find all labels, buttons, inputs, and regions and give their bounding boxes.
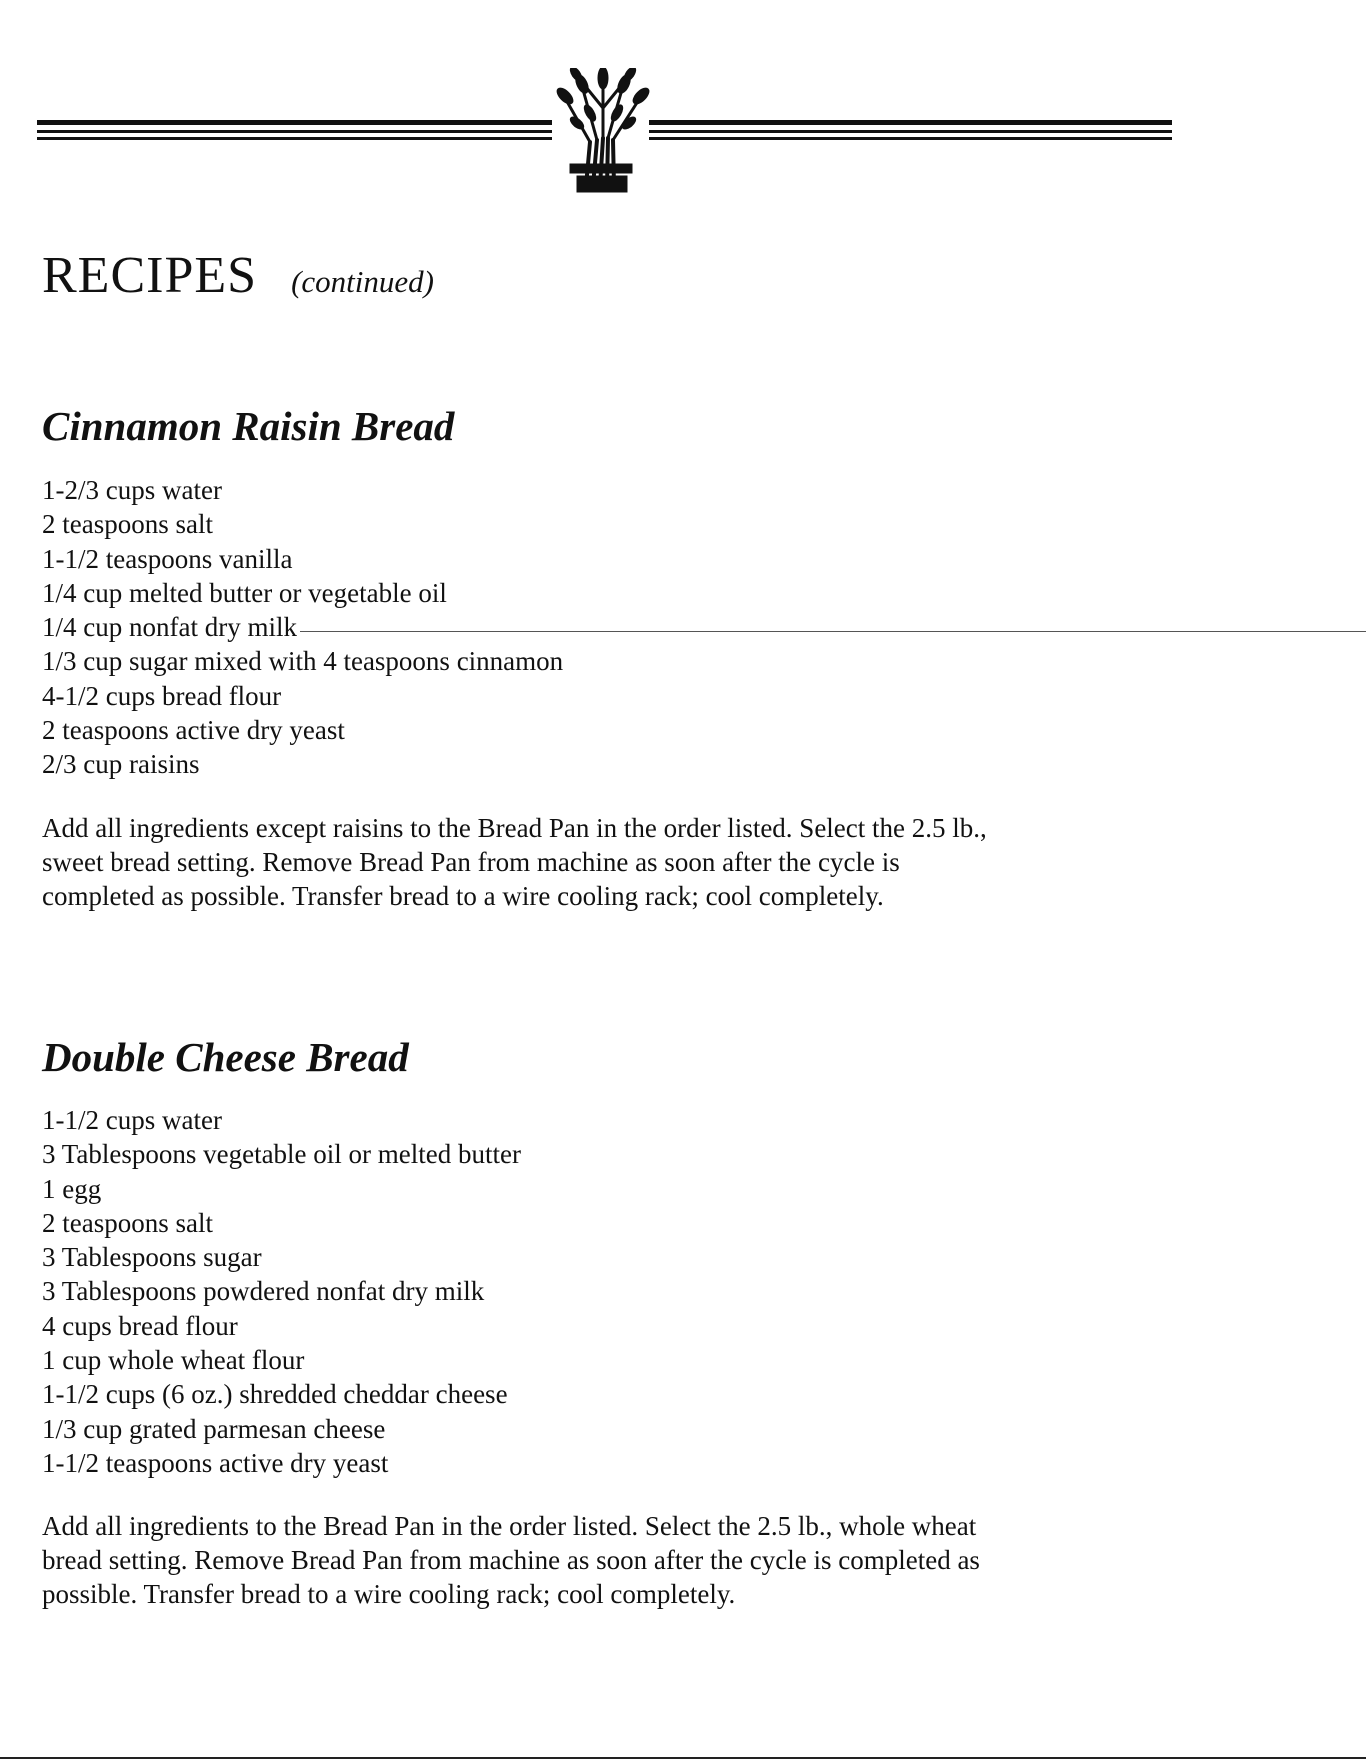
ingredient-item: 2/3 cup raisins <box>42 749 200 780</box>
ingredient-item: 1-1/2 cups water <box>42 1105 222 1135</box>
recipe-title: Double Cheese Bread <box>42 1034 409 1080</box>
ingredient-item: 1-1/2 cups (6 oz.) shredded cheddar cheese <box>42 1379 508 1410</box>
ingredient-item: 1/4 cup nonfat dry milk <box>42 612 297 643</box>
ingredient-item: 3 Tablespoons vegetable oil or melted butter <box>42 1139 521 1170</box>
ingredient-item: 1-1/2 teaspoons active dry yeast <box>42 1447 389 1478</box>
header-rule-right <box>649 120 1172 140</box>
page-subtitle: (continued) <box>291 264 434 299</box>
ingredient-item: 3 Tablespoons sugar <box>42 1242 262 1273</box>
ingredient-item: 1-1/2 teaspoons vanilla <box>42 543 293 574</box>
scan-line-divider <box>300 631 1366 632</box>
recipe-double-cheese-bread <box>42 1034 1042 1611</box>
ingredient-list <box>42 1103 1042 1480</box>
ingredient-item: 1/3 cup sugar mixed with 4 teaspoons cinnamon <box>42 646 564 677</box>
ingredient-item: 4-1/2 cups bread flour <box>42 680 282 711</box>
page-title-row <box>42 246 434 305</box>
ingredient-item: 1 egg <box>42 1173 102 1204</box>
recipe-instructions: Add all ingredients except raisins to the Bread Pan in the order listed. Select the 2.5 lb., sweet bread setting. Remove Bread Pan from machine as soon after the cycle is completed as possible. Transfer bread to a wire cooling rack; cool completely. <box>42 812 987 911</box>
ingredient-item: 1/4 cup melted butter or vegetable oil <box>42 577 447 608</box>
recipe-title: Cinnamon Raisin Bread <box>42 403 455 449</box>
ingredient-item: 3 Tablespoons powdered nonfat dry milk <box>42 1276 485 1307</box>
ingredient-item: 2 teaspoons salt <box>42 1207 213 1238</box>
recipe-cinnamon-raisin-bread <box>42 403 1042 913</box>
wheat-sheaf-icon <box>554 68 651 192</box>
header-wheat-rule <box>37 68 1172 198</box>
ingredient-item: 1-2/3 cups water <box>42 475 222 505</box>
ingredient-item: 1 cup whole wheat flour <box>42 1345 305 1376</box>
ingredient-item: 2 teaspoons salt <box>42 509 213 540</box>
ingredient-list <box>42 473 1042 782</box>
ingredient-item: 4 cups bread flour <box>42 1310 238 1341</box>
page-title: RECIPES <box>42 247 258 304</box>
recipe-instructions: Add all ingredients to the Bread Pan in the order listed. Select the 2.5 lb., whole wheat bread setting. Remove Bread Pan from machine as soon after the cycle is completed as possible. Transfer bread to a wire cooling rack; cool completely. <box>42 1511 980 1610</box>
header-rule-left <box>37 120 552 140</box>
page-bottom-edge <box>0 1757 1366 1759</box>
ingredient-item: 1/3 cup grated parmesan cheese <box>42 1413 386 1444</box>
ingredient-item: 2 teaspoons active dry yeast <box>42 715 345 746</box>
